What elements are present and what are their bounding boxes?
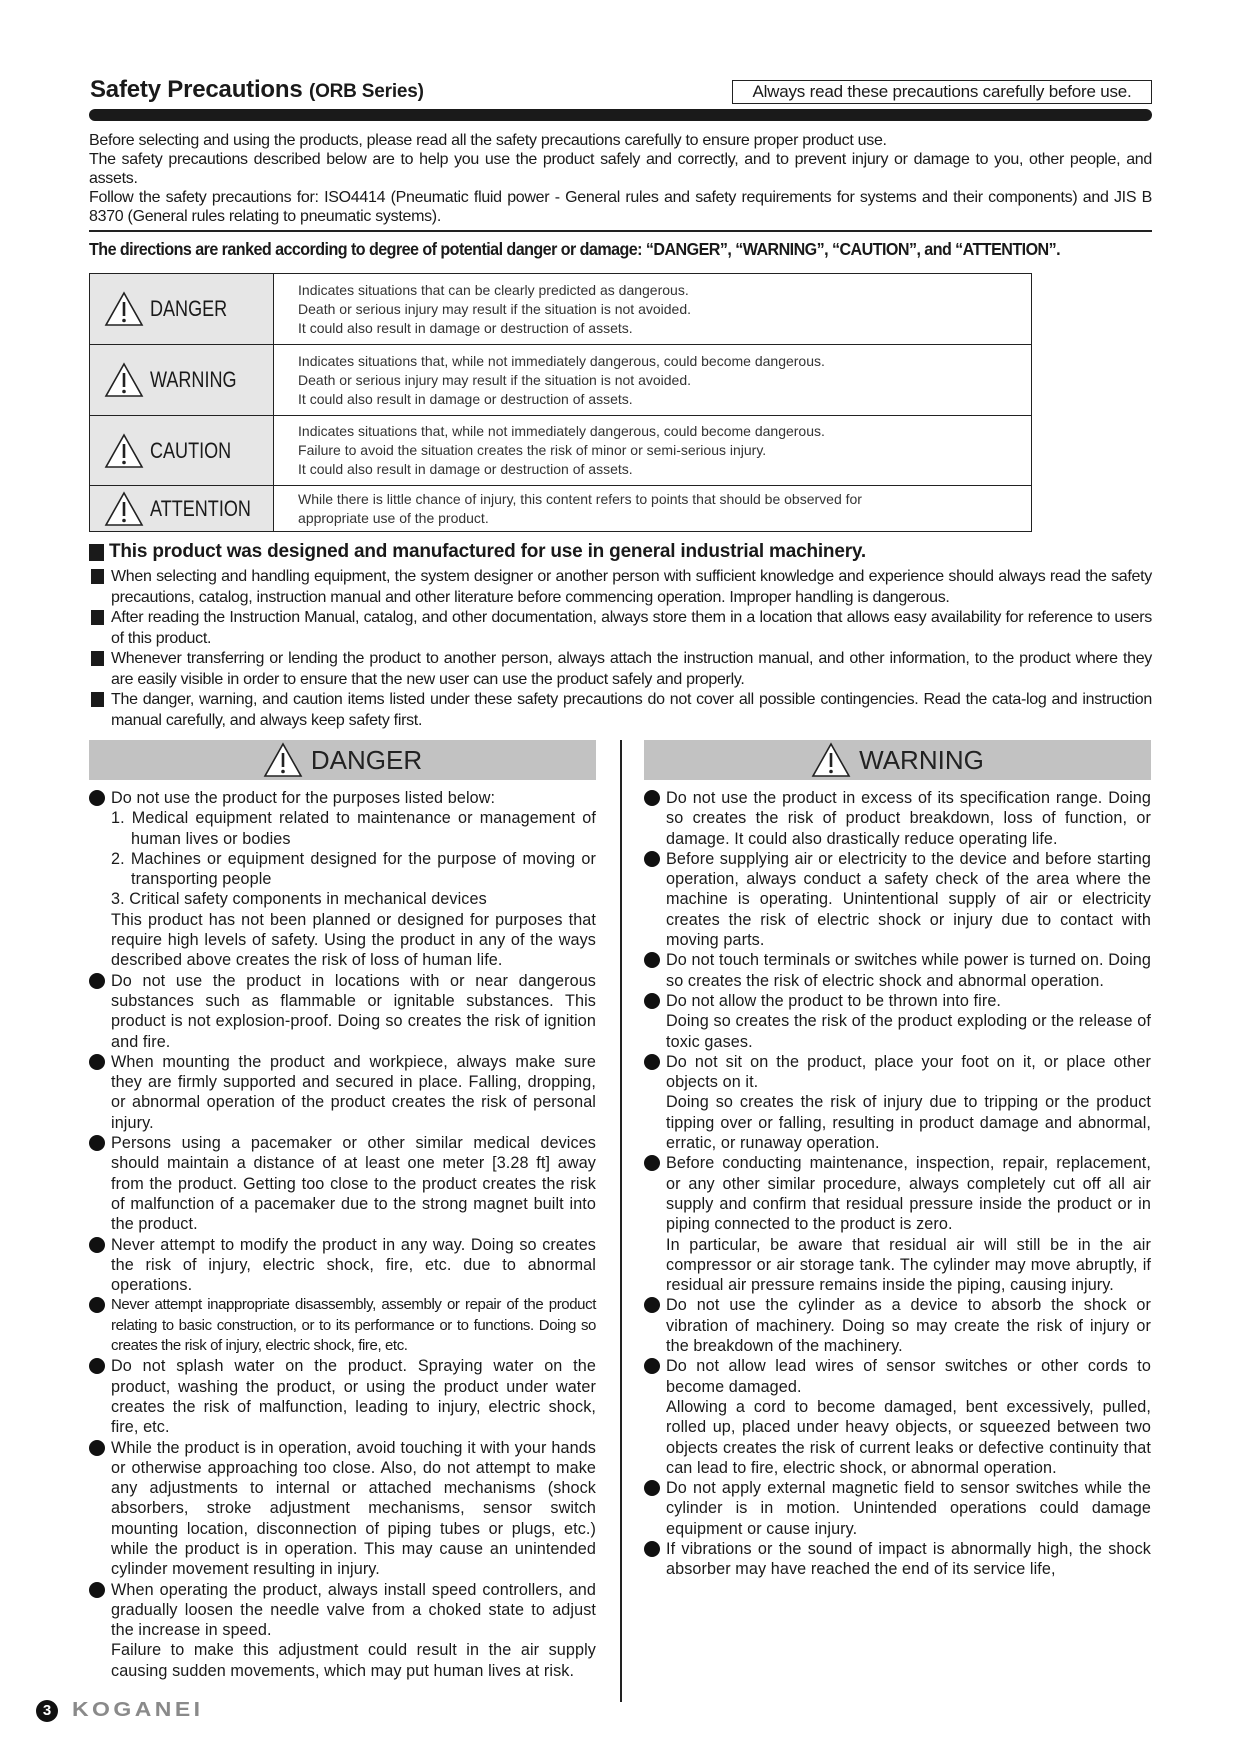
warning-item bbox=[644, 849, 1151, 950]
warning-triangle-icon bbox=[104, 362, 144, 398]
bullet-icon bbox=[644, 1480, 660, 1496]
warning-item-note: Doing so creates the risk of the product exploding or the release of toxic gases. bbox=[666, 1012, 1151, 1051]
level-desc-line: Death or serious injury may result if the situation is not avoided. bbox=[298, 300, 692, 317]
warning-item-note: In particular, be aware that residual air will still be in the air compressor or air storage tank. The cylinder may move abruptly, if residual air pressure remains inside the piping, causing injury. bbox=[666, 1235, 1151, 1295]
danger-item bbox=[89, 971, 596, 1052]
level-row-danger bbox=[90, 274, 1032, 345]
general-item-text: Whenever transferring or lending the product to another person, always attach the instruction manual, and other information, to the product where they are easily visible in order to ensure that the new user can use the product safely and properly. bbox=[111, 650, 1152, 688]
warning-item-note: Allowing a cord to become damaged, bent excessively, pulled, rolled up, placed under heavy objects, or squeezed between two objects creates the risk of current leaks or defective continuity that can lead to fire, electric shock, or abnormal operation. bbox=[666, 1397, 1151, 1477]
level-row-caution bbox=[90, 416, 1032, 486]
danger-item-text: Never attempt inappropriate disassembly, assembly or repair of the product relating to basic construction, or to its performance or to functions. Doing so creates the risk of injury, electric shock, fire, etc. bbox=[111, 1296, 596, 1355]
danger-item-text: Never attempt to modify the product in any way. Doing so creates the risk of injury, electric shock, fire, etc. due to abnormal operations. bbox=[111, 1235, 596, 1295]
page-footer bbox=[36, 1699, 204, 1722]
warning-item-text: Do not allow the product to be thrown into fire. bbox=[666, 991, 1002, 1010]
danger-item bbox=[89, 1356, 596, 1437]
warning-triangle-icon bbox=[104, 491, 144, 527]
section-rule bbox=[89, 230, 1152, 232]
level-desc-line: It could also result in damage or destruction of assets. bbox=[298, 319, 633, 336]
level-desc-line: appropriate use of the product. bbox=[298, 509, 489, 526]
bullet-icon bbox=[644, 790, 660, 806]
danger-item-text: When mounting the product and workpiece, always make sure they are firmly supported and secured in place. Falling, dropping, or abnormal operation of the product creates the risk of personal injury. bbox=[111, 1052, 596, 1132]
bullet-icon bbox=[89, 1135, 105, 1151]
warning-item-text: Do not touch terminals or switches while power is turned on. Doing so creates the risk of electric shock and abnormal operation. bbox=[666, 951, 1151, 990]
danger-purpose: 3. Critical safety components in mechanical devices bbox=[111, 890, 487, 909]
danger-section bbox=[89, 740, 596, 1681]
danger-purpose: 1. Medical equipment related to maintenance or management of human lives or bodies bbox=[111, 809, 596, 848]
level-desc-line: Failure to avoid the situation creates the risk of minor or semi-serious injury. bbox=[298, 442, 767, 458]
warning-item bbox=[644, 1539, 1151, 1580]
general-item bbox=[89, 649, 1152, 690]
danger-item bbox=[89, 1438, 596, 1580]
general-item bbox=[89, 567, 1152, 608]
bullet-icon bbox=[644, 1358, 660, 1374]
square-bullet-icon bbox=[91, 610, 104, 625]
square-bullet-icon bbox=[91, 569, 104, 584]
warning-item bbox=[644, 1052, 1151, 1153]
level-label: DANGER bbox=[150, 296, 228, 321]
bullet-icon bbox=[644, 851, 660, 867]
warning-title: WARNING bbox=[859, 744, 984, 775]
warning-item-text: Do not allow lead wires of sensor switches or other cords to become damaged. bbox=[666, 1357, 1151, 1396]
danger-item-text: Persons using a pacemaker or other similar medical devices should maintain a distance of at least one meter [3.28 ft] away from the product. Getting too close to the product creates the risk of malfunction of a pacemaker due to the strong magnet built into the product. bbox=[111, 1134, 596, 1234]
bullet-icon bbox=[89, 1054, 105, 1070]
level-label: ATTENTION bbox=[150, 495, 251, 521]
general-item-text: The danger, warning, and caution items listed under these safety precautions do not cover all possible contingencies. Read the cata-log and instruction manual carefully, and always keep safety first. bbox=[111, 691, 1152, 729]
warning-item-text: Before conducting maintenance, inspection, repair, replacement, or any other similar procedure, always completely cut off all air supply and confirm that residual pressure inside the product or in piping connected to the product is zero. bbox=[666, 1154, 1151, 1234]
level-desc-line: Death or serious injury may result if the situation is not avoided. bbox=[298, 371, 692, 388]
bullet-icon bbox=[644, 993, 660, 1009]
warning-item bbox=[644, 950, 1151, 991]
danger-item-text: Do not splash water on the product. Spraying water on the product, washing the product, or using the product under water creates the risk of malfunction, leading to injury, electric shock, fire, etc. bbox=[111, 1357, 596, 1437]
title-rule bbox=[89, 109, 1152, 121]
series-label: (ORB Series) bbox=[308, 81, 424, 102]
bullet-icon bbox=[89, 1297, 105, 1313]
danger-item bbox=[89, 1133, 596, 1234]
square-bullet-icon bbox=[91, 651, 104, 666]
page-title bbox=[90, 76, 424, 104]
intro-paragraph: The safety precautions described below are to help you use the product safely and correctly, and to prevent injury or damage to you, other people, and assets. bbox=[89, 151, 1152, 187]
level-desc-line: Indicates situations that can be clearly predicted as dangerous. bbox=[298, 281, 689, 298]
warning-item bbox=[644, 1295, 1151, 1356]
level-desc-line: It could also result in damage or destruction of assets. bbox=[298, 390, 633, 407]
general-heading bbox=[89, 541, 1152, 563]
general-item-text: When selecting and handling equipment, the system designer or another person with sufficient knowledge and experience should always read the safety precautions, catalog, instruction manual and other literature before commencing operation. Improper handling is dangerous. bbox=[111, 568, 1152, 606]
level-desc-line: While there is little chance of injury, this content refers to points that should be observed for bbox=[298, 490, 862, 507]
notice-box: Always read these precautions carefully before use. bbox=[732, 80, 1152, 104]
level-desc-line: Indicates situations that, while not immediately dangerous, could become dangerous. bbox=[298, 423, 825, 439]
danger-item-text: When operating the product, always install speed controllers, and gradually loosen the needle valve from a choked state to adjust the increase in speed. bbox=[111, 1580, 596, 1640]
intro-paragraph: Before selecting and using the products, please read all the safety precautions carefully to ensure proper product use. bbox=[89, 132, 887, 149]
warning-item bbox=[644, 1153, 1151, 1295]
bullet-icon bbox=[89, 1358, 105, 1374]
warning-triangle-icon bbox=[104, 433, 144, 469]
level-row-attention bbox=[90, 486, 1032, 532]
title-text: Safety Precautions bbox=[90, 76, 303, 103]
general-heading-text: This product was designed and manufactured for use in general industrial machinery. bbox=[109, 541, 866, 562]
danger-title: DANGER bbox=[310, 744, 423, 775]
warning-item-text: Do not sit on the product, place your foot on it, or place other objects on it. bbox=[666, 1052, 1151, 1092]
warning-triangle-icon bbox=[263, 742, 303, 778]
intro-text bbox=[89, 131, 1152, 226]
bullet-icon bbox=[89, 1582, 105, 1598]
danger-banner bbox=[89, 740, 596, 780]
general-item-text: After reading the Instruction Manual, catalog, and other documentation, always store them in a location that allows easy availability for reference to users of this product. bbox=[111, 609, 1152, 647]
warning-item bbox=[644, 1478, 1151, 1539]
page-number: 3 bbox=[36, 1700, 58, 1722]
danger-item-text: Do not use the product in locations with or near dangerous substances such as flammable or ignitable substances. This product is not explosion-proof. Doing so creates the risk of ignition and fire. bbox=[111, 971, 596, 1051]
bullet-icon bbox=[89, 1440, 105, 1456]
warning-item bbox=[644, 1356, 1151, 1478]
warning-banner bbox=[644, 740, 1151, 780]
warning-item-text: Do not use the product in excess of its specification range. Doing so creates the risk of product breakdown, loss of function, or damage. It could also drastically reduce operating life. bbox=[666, 789, 1151, 848]
brand-logo: KOGANEI bbox=[72, 1699, 204, 1721]
danger-purpose: 2. Machines or equipment designed for the purpose of moving or transporting people bbox=[111, 849, 596, 889]
bullet-icon bbox=[644, 952, 660, 968]
level-desc-line: Indicates situations that, while not immediately dangerous, could become dangerous. bbox=[298, 352, 825, 369]
warning-item-note: Doing so creates the risk of injury due to tripping or the product tipping over or falling, resulting in product damage and abnormal, erratic, or runaway operation. bbox=[666, 1093, 1151, 1153]
bullet-icon bbox=[89, 790, 105, 806]
danger-item-note: This product has not been planned or designed for purposes that require high levels of safety. Using the product in any of the ways described above creates the risk of loss of human life. bbox=[111, 910, 596, 970]
general-notes bbox=[89, 541, 1152, 731]
column-divider bbox=[620, 740, 622, 1702]
level-label: WARNING bbox=[150, 367, 237, 392]
bullet-icon bbox=[644, 1155, 660, 1171]
warning-triangle-icon bbox=[104, 291, 144, 327]
warning-item bbox=[644, 991, 1151, 1052]
level-label: CAUTION bbox=[150, 437, 232, 463]
warning-item-text: Do not apply external magnetic field to sensor switches while the cylinder is in motion. Unintended operations could damage equipment or cause injury. bbox=[666, 1479, 1151, 1538]
bullet-icon bbox=[89, 1237, 105, 1253]
warning-item-text: Do not use the cylinder as a device to absorb the shock or vibration of machinery. Doing so may create the risk of injury or the breakdown of the machinery. bbox=[666, 1296, 1151, 1356]
bullet-icon bbox=[644, 1297, 660, 1313]
danger-item-text: While the product is in operation, avoid touching it with your hands or otherwise approaching too close. Also, do not attempt to make any adjustments to internal or attached mechanisms (shock absorbers, stroke adjustment mechanisms, sensor switch mounting location, disconnection of piping tubes or plugs, etc.) while the product is in operation. This may cause an unintended cylinder movement resulting in injury. bbox=[111, 1438, 596, 1579]
warning-item-text: If vibrations or the sound of impact is abnormally high, the shock absorber may have reached the end of its service life, bbox=[666, 1539, 1151, 1579]
square-bullet-icon bbox=[89, 544, 104, 561]
general-item bbox=[89, 608, 1152, 649]
level-desc-line: It could also result in damage or destruction of assets. bbox=[298, 461, 633, 477]
warning-section bbox=[644, 740, 1151, 1580]
danger-item bbox=[89, 1295, 596, 1356]
danger-item bbox=[89, 1580, 596, 1681]
warning-item bbox=[644, 788, 1151, 849]
bullet-icon bbox=[89, 973, 105, 989]
warning-item-text: Before supplying air or electricity to the device and before starting operation, always conduct a safety check of the area where the machine is operating. Unintentional supply of air or electricity creates the risk of electric shock or injury due to contact with moving parts. bbox=[666, 849, 1151, 950]
hazard-levels-table bbox=[89, 273, 1032, 532]
bullet-icon bbox=[644, 1541, 660, 1557]
danger-item-note: Failure to make this adjustment could result in the air supply causing sudden movements, which may put human lives at risk. bbox=[111, 1641, 596, 1680]
intro-paragraph: Follow the safety precautions for: ISO4414 (Pneumatic fluid power - General rules and safety requirements for systems and their components) and JIS B 8370 (General rules relating to pneumatic systems). bbox=[89, 189, 1152, 225]
danger-item-text: Do not use the product for the purposes listed below: bbox=[111, 789, 496, 807]
general-item bbox=[89, 690, 1152, 731]
level-row-warning bbox=[90, 345, 1032, 416]
warning-triangle-icon bbox=[811, 742, 851, 778]
danger-item bbox=[89, 1235, 596, 1296]
danger-item bbox=[89, 1052, 596, 1133]
bullet-icon bbox=[644, 1054, 660, 1070]
danger-item bbox=[89, 788, 596, 971]
ranking-statement: The directions are ranked according to degree of potential danger or damage: “DANGER”, “WARNING”, “CAUTION”, and “ATTENTION”. bbox=[89, 239, 1061, 259]
square-bullet-icon bbox=[91, 692, 104, 707]
